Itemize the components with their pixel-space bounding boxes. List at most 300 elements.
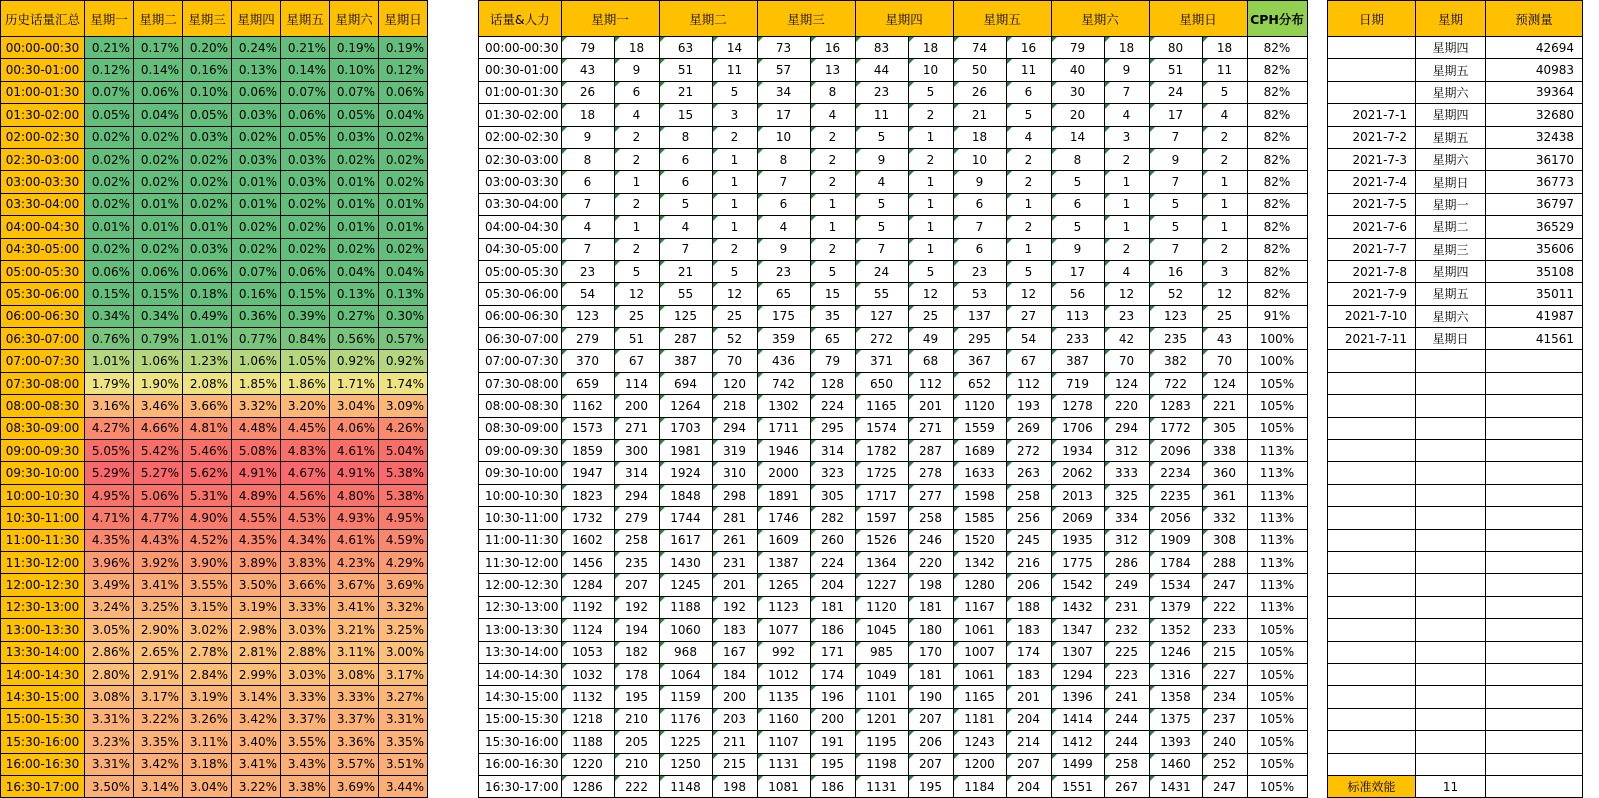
empty-cell[interactable] — [1328, 395, 1416, 417]
percent-cell[interactable]: 3.44% — [379, 775, 428, 797]
percent-cell[interactable]: 4.53% — [281, 507, 330, 529]
volume-cell[interactable]: 17 — [757, 104, 810, 126]
percent-cell[interactable]: 0.02% — [183, 148, 232, 170]
volume-cell[interactable]: 5 — [855, 193, 908, 215]
staff-cell[interactable]: 206 — [1006, 574, 1051, 596]
percent-cell[interactable]: 0.17% — [134, 37, 183, 59]
volume-cell[interactable]: 1891 — [757, 484, 810, 506]
percent-cell[interactable]: 4.06% — [330, 417, 379, 439]
percent-cell[interactable]: 0.02% — [379, 171, 428, 193]
volume-cell[interactable]: 2069 — [1051, 507, 1104, 529]
percent-cell[interactable]: 5.06% — [134, 484, 183, 506]
time-slot-cell[interactable]: 14:00-14:30 — [1, 663, 85, 685]
percent-cell[interactable]: 1.06% — [232, 350, 281, 372]
time-slot-cell[interactable]: 08:00-08:30 — [1, 395, 85, 417]
volume-cell[interactable]: 2234 — [1149, 462, 1202, 484]
percent-cell[interactable]: 0.03% — [183, 238, 232, 260]
percent-cell[interactable]: 0.13% — [232, 59, 281, 81]
staff-cell[interactable]: 188 — [1006, 596, 1051, 618]
percent-cell[interactable]: 4.27% — [85, 417, 134, 439]
percent-cell[interactable]: 4.83% — [281, 440, 330, 462]
percent-cell[interactable]: 0.19% — [330, 37, 379, 59]
staff-cell[interactable]: 1 — [614, 171, 659, 193]
volume-cell[interactable]: 1307 — [1051, 641, 1104, 663]
staff-cell[interactable]: 235 — [614, 551, 659, 573]
volume-cell[interactable]: 17 — [1149, 104, 1202, 126]
percent-cell[interactable]: 0.01% — [379, 216, 428, 238]
percent-cell[interactable]: 4.52% — [183, 529, 232, 551]
staff-cell[interactable]: 4 — [1104, 104, 1149, 126]
percent-cell[interactable]: 0.20% — [183, 37, 232, 59]
volume-cell[interactable]: 1947 — [561, 462, 614, 484]
time-slot-cell[interactable]: 10:00-10:30 — [1, 484, 85, 506]
volume-cell[interactable]: 5 — [1051, 171, 1104, 193]
time-slot-cell[interactable]: 05:30-06:00 — [479, 283, 562, 305]
volume-cell[interactable]: 7 — [659, 238, 712, 260]
staff-cell[interactable]: 294 — [712, 417, 757, 439]
percent-cell[interactable]: 3.51% — [379, 753, 428, 775]
empty-cell[interactable] — [1328, 372, 1416, 394]
percent-cell[interactable]: 0.77% — [232, 328, 281, 350]
percent-cell[interactable]: 0.16% — [183, 59, 232, 81]
staff-cell[interactable]: 70 — [712, 350, 757, 372]
time-slot-cell[interactable]: 07:30-08:00 — [479, 372, 562, 394]
percent-cell[interactable]: 0.06% — [183, 260, 232, 282]
weekday-cell[interactable]: 星期五 — [1416, 59, 1486, 81]
staff-cell[interactable]: 124 — [1104, 372, 1149, 394]
volume-cell[interactable]: 113 — [1051, 305, 1104, 327]
volume-cell[interactable]: 370 — [561, 350, 614, 372]
time-slot-cell[interactable]: 05:00-05:30 — [1, 260, 85, 282]
time-slot-cell[interactable]: 06:30-07:00 — [479, 328, 562, 350]
date-cell[interactable]: 2021-7-2 — [1328, 126, 1416, 148]
percent-cell[interactable]: 2.90% — [134, 619, 183, 641]
staff-cell[interactable]: 5 — [712, 81, 757, 103]
volume-cell[interactable]: 51 — [659, 59, 712, 81]
staff-cell[interactable]: 79 — [810, 350, 855, 372]
staff-cell[interactable]: 258 — [1006, 484, 1051, 506]
volume-cell[interactable]: 23 — [757, 260, 810, 282]
percent-cell[interactable]: 2.98% — [232, 619, 281, 641]
volume-cell[interactable]: 1284 — [561, 574, 614, 596]
cph-cell[interactable]: 82% — [1247, 283, 1307, 305]
percent-cell[interactable]: 3.50% — [232, 574, 281, 596]
time-slot-cell[interactable]: 01:00-01:30 — [479, 81, 562, 103]
time-slot-cell[interactable]: 05:30-06:00 — [1, 283, 85, 305]
staff-cell[interactable]: 288 — [1202, 551, 1247, 573]
percent-cell[interactable]: 0.01% — [134, 216, 183, 238]
percent-cell[interactable]: 0.24% — [232, 37, 281, 59]
percent-cell[interactable]: 3.08% — [330, 663, 379, 685]
volume-cell[interactable]: 6 — [659, 171, 712, 193]
empty-cell[interactable] — [1486, 574, 1583, 596]
percent-cell[interactable]: 0.02% — [85, 126, 134, 148]
staff-cell[interactable]: 174 — [810, 663, 855, 685]
staff-cell[interactable]: 114 — [614, 372, 659, 394]
time-slot-cell[interactable]: 04:00-04:30 — [1, 216, 85, 238]
staff-cell[interactable]: 2 — [614, 126, 659, 148]
volume-cell[interactable]: 4 — [855, 171, 908, 193]
volume-cell[interactable]: 1617 — [659, 529, 712, 551]
volume-cell[interactable]: 1375 — [1149, 708, 1202, 730]
staff-cell[interactable]: 360 — [1202, 462, 1247, 484]
percent-cell[interactable]: 2.08% — [183, 372, 232, 394]
staff-cell[interactable]: 12 — [1202, 283, 1247, 305]
volume-cell[interactable]: 295 — [953, 328, 1006, 350]
volume-cell[interactable]: 1225 — [659, 731, 712, 753]
staff-cell[interactable]: 124 — [1202, 372, 1247, 394]
staff-cell[interactable]: 222 — [614, 775, 659, 797]
cph-cell[interactable]: 113% — [1247, 551, 1307, 573]
volume-cell[interactable]: 1265 — [757, 574, 810, 596]
percent-cell[interactable]: 0.05% — [183, 104, 232, 126]
volume-cell[interactable]: 387 — [1051, 350, 1104, 372]
empty-cell[interactable] — [1416, 574, 1486, 596]
percent-cell[interactable]: 4.95% — [85, 484, 134, 506]
percent-cell[interactable]: 3.33% — [330, 686, 379, 708]
staff-cell[interactable]: 1 — [1104, 193, 1149, 215]
volume-cell[interactable]: 7 — [953, 216, 1006, 238]
volume-cell[interactable]: 7 — [757, 171, 810, 193]
empty-cell[interactable] — [1416, 663, 1486, 685]
staff-cell[interactable]: 25 — [614, 305, 659, 327]
percent-cell[interactable]: 3.19% — [183, 686, 232, 708]
percent-cell[interactable]: 0.01% — [134, 193, 183, 215]
empty-cell[interactable] — [1486, 350, 1583, 372]
staff-cell[interactable]: 181 — [810, 596, 855, 618]
volume-cell[interactable]: 1412 — [1051, 731, 1104, 753]
volume-cell[interactable]: 26 — [561, 81, 614, 103]
staff-cell[interactable]: 1 — [712, 171, 757, 193]
volume-cell[interactable]: 74 — [953, 37, 1006, 59]
percent-cell[interactable]: 3.00% — [379, 641, 428, 663]
percent-cell[interactable]: 0.06% — [232, 81, 281, 103]
cph-cell[interactable]: 105% — [1247, 619, 1307, 641]
volume-cell[interactable]: 1195 — [855, 731, 908, 753]
percent-cell[interactable]: 1.79% — [85, 372, 134, 394]
volume-cell[interactable]: 9 — [561, 126, 614, 148]
empty-cell[interactable] — [1486, 507, 1583, 529]
percent-cell[interactable]: 0.21% — [281, 37, 330, 59]
percent-cell[interactable]: 3.21% — [330, 619, 379, 641]
percent-cell[interactable]: 4.43% — [134, 529, 183, 551]
percent-cell[interactable]: 0.04% — [134, 104, 183, 126]
staff-cell[interactable]: 220 — [908, 551, 953, 573]
percent-cell[interactable]: 5.27% — [134, 462, 183, 484]
volume-cell[interactable]: 382 — [1149, 350, 1202, 372]
staff-cell[interactable]: 2 — [1104, 148, 1149, 170]
percent-cell[interactable]: 3.17% — [134, 686, 183, 708]
date-cell[interactable]: 2021-7-10 — [1328, 305, 1416, 327]
staff-cell[interactable]: 128 — [810, 372, 855, 394]
staff-cell[interactable]: 216 — [1006, 551, 1051, 573]
staff-cell[interactable]: 2 — [810, 238, 855, 260]
percent-cell[interactable]: 3.50% — [85, 775, 134, 797]
staff-cell[interactable]: 6 — [614, 81, 659, 103]
percent-cell[interactable]: 0.05% — [85, 104, 134, 126]
percent-cell[interactable]: 1.01% — [183, 328, 232, 350]
staff-cell[interactable]: 333 — [1104, 462, 1149, 484]
percent-cell[interactable]: 0.84% — [281, 328, 330, 350]
empty-cell[interactable] — [1416, 731, 1486, 753]
percent-cell[interactable]: 0.13% — [379, 283, 428, 305]
staff-cell[interactable]: 207 — [614, 574, 659, 596]
volume-cell[interactable]: 30 — [1051, 81, 1104, 103]
time-slot-cell[interactable]: 16:30-17:00 — [1, 775, 85, 797]
empty-cell[interactable] — [1416, 753, 1486, 775]
staff-cell[interactable]: 204 — [810, 574, 855, 596]
empty-cell[interactable] — [1486, 462, 1583, 484]
efficiency-value[interactable]: 11 — [1416, 775, 1486, 797]
staff-cell[interactable]: 43 — [1202, 328, 1247, 350]
cph-cell[interactable]: 105% — [1247, 372, 1307, 394]
volume-cell[interactable]: 1782 — [855, 440, 908, 462]
percent-cell[interactable]: 3.57% — [330, 753, 379, 775]
staff-cell[interactable]: 2 — [712, 238, 757, 260]
percent-cell[interactable]: 3.55% — [183, 574, 232, 596]
staff-cell[interactable]: 325 — [1104, 484, 1149, 506]
percent-cell[interactable]: 5.62% — [183, 462, 232, 484]
percent-cell[interactable]: 3.66% — [281, 574, 330, 596]
volume-cell[interactable]: 1574 — [855, 417, 908, 439]
staff-cell[interactable]: 1 — [908, 216, 953, 238]
staff-cell[interactable]: 12 — [1006, 283, 1051, 305]
time-slot-cell[interactable]: 10:30-11:00 — [479, 507, 562, 529]
volume-cell[interactable]: 719 — [1051, 372, 1104, 394]
percent-cell[interactable]: 0.02% — [232, 126, 281, 148]
volume-cell[interactable]: 1220 — [561, 753, 614, 775]
percent-cell[interactable]: 0.01% — [330, 171, 379, 193]
percent-cell[interactable]: 1.01% — [85, 350, 134, 372]
date-cell[interactable]: 2021-7-11 — [1328, 328, 1416, 350]
staff-cell[interactable]: 256 — [1006, 507, 1051, 529]
staff-cell[interactable]: 234 — [1202, 686, 1247, 708]
staff-cell[interactable]: 201 — [908, 395, 953, 417]
percent-cell[interactable]: 5.42% — [134, 440, 183, 462]
time-slot-cell[interactable]: 04:30-05:00 — [1, 238, 85, 260]
volume-cell[interactable]: 1430 — [659, 551, 712, 573]
staff-cell[interactable]: 200 — [712, 686, 757, 708]
empty-cell[interactable] — [1328, 574, 1416, 596]
volume-cell[interactable]: 1775 — [1051, 551, 1104, 573]
empty-cell[interactable] — [1416, 372, 1486, 394]
staff-cell[interactable]: 2 — [1006, 171, 1051, 193]
volume-cell[interactable]: 127 — [855, 305, 908, 327]
weekday-cell[interactable]: 星期四 — [1416, 260, 1486, 282]
volume-cell[interactable]: 1598 — [953, 484, 1006, 506]
staff-cell[interactable]: 314 — [810, 440, 855, 462]
percent-cell[interactable]: 0.01% — [330, 193, 379, 215]
percent-cell[interactable]: 0.04% — [330, 260, 379, 282]
cph-cell[interactable]: 105% — [1247, 663, 1307, 685]
volume-cell[interactable]: 11 — [855, 104, 908, 126]
weekday-cell[interactable]: 星期四 — [1416, 104, 1486, 126]
percent-cell[interactable]: 3.11% — [183, 731, 232, 753]
empty-cell[interactable] — [1328, 753, 1416, 775]
volume-cell[interactable]: 1431 — [1149, 775, 1202, 797]
percent-cell[interactable]: 5.04% — [379, 440, 428, 462]
empty-cell[interactable] — [1328, 619, 1416, 641]
percent-cell[interactable]: 3.09% — [379, 395, 428, 417]
date-cell[interactable]: 2021-7-6 — [1328, 216, 1416, 238]
volume-cell[interactable]: 1924 — [659, 462, 712, 484]
volume-cell[interactable]: 123 — [1149, 305, 1202, 327]
staff-cell[interactable]: 214 — [1006, 731, 1051, 753]
volume-cell[interactable]: 21 — [953, 104, 1006, 126]
volume-cell[interactable]: 1049 — [855, 663, 908, 685]
volume-cell[interactable]: 1188 — [659, 596, 712, 618]
volume-cell[interactable]: 34 — [757, 81, 810, 103]
volume-cell[interactable]: 4 — [659, 216, 712, 238]
volume-cell[interactable]: 659 — [561, 372, 614, 394]
percent-cell[interactable]: 3.23% — [85, 731, 134, 753]
volume-cell[interactable]: 2235 — [1149, 484, 1202, 506]
time-slot-cell[interactable]: 11:30-12:00 — [1, 551, 85, 573]
percent-cell[interactable]: 0.01% — [85, 216, 134, 238]
staff-cell[interactable]: 267 — [1104, 775, 1149, 797]
staff-cell[interactable]: 227 — [1202, 663, 1247, 685]
time-slot-cell[interactable]: 15:30-16:00 — [479, 731, 562, 753]
volume-cell[interactable]: 24 — [1149, 81, 1202, 103]
volume-cell[interactable]: 1294 — [1051, 663, 1104, 685]
staff-cell[interactable]: 203 — [712, 708, 757, 730]
volume-cell[interactable]: 9 — [953, 171, 1006, 193]
percent-cell[interactable]: 0.10% — [183, 81, 232, 103]
staff-cell[interactable]: 52 — [712, 328, 757, 350]
percent-cell[interactable]: 0.02% — [85, 171, 134, 193]
percent-cell[interactable]: 3.20% — [281, 395, 330, 417]
volume-cell[interactable]: 1717 — [855, 484, 908, 506]
volume-cell[interactable]: 1184 — [953, 775, 1006, 797]
percent-cell[interactable]: 0.19% — [379, 37, 428, 59]
volume-cell[interactable]: 1585 — [953, 507, 1006, 529]
volume-cell[interactable]: 55 — [855, 283, 908, 305]
percent-cell[interactable]: 0.36% — [232, 305, 281, 327]
time-slot-cell[interactable]: 01:00-01:30 — [1, 81, 85, 103]
percent-cell[interactable]: 0.02% — [134, 171, 183, 193]
percent-cell[interactable]: 0.06% — [134, 260, 183, 282]
date-cell[interactable]: 2021-7-7 — [1328, 238, 1416, 260]
forecast-volume-cell[interactable]: 39364 — [1486, 81, 1583, 103]
percent-cell[interactable]: 4.93% — [330, 507, 379, 529]
staff-cell[interactable]: 13 — [810, 59, 855, 81]
cph-cell[interactable]: 82% — [1247, 59, 1307, 81]
staff-cell[interactable]: 2 — [1006, 148, 1051, 170]
volume-cell[interactable]: 9 — [855, 148, 908, 170]
percent-cell[interactable]: 0.01% — [232, 171, 281, 193]
volume-cell[interactable]: 1077 — [757, 619, 810, 641]
volume-cell[interactable]: 9 — [1149, 148, 1202, 170]
percent-cell[interactable]: 4.67% — [281, 462, 330, 484]
empty-cell[interactable] — [1486, 663, 1583, 685]
staff-cell[interactable]: 295 — [810, 417, 855, 439]
percent-cell[interactable]: 3.31% — [379, 708, 428, 730]
volume-cell[interactable]: 7 — [1149, 126, 1202, 148]
volume-cell[interactable]: 9 — [757, 238, 810, 260]
volume-cell[interactable]: 7 — [561, 193, 614, 215]
percent-cell[interactable]: 0.03% — [232, 104, 281, 126]
percent-cell[interactable]: 5.38% — [379, 484, 428, 506]
volume-cell[interactable]: 1358 — [1149, 686, 1202, 708]
percent-cell[interactable]: 0.16% — [232, 283, 281, 305]
empty-cell[interactable] — [1416, 529, 1486, 551]
volume-cell[interactable]: 1192 — [561, 596, 614, 618]
percent-cell[interactable]: 3.69% — [379, 574, 428, 596]
percent-cell[interactable]: 0.07% — [85, 81, 134, 103]
empty-cell[interactable] — [1486, 440, 1583, 462]
volume-cell[interactable]: 1848 — [659, 484, 712, 506]
staff-cell[interactable]: 10 — [908, 59, 953, 81]
volume-cell[interactable]: 17 — [1051, 260, 1104, 282]
percent-cell[interactable]: 3.42% — [134, 753, 183, 775]
volume-cell[interactable]: 23 — [561, 260, 614, 282]
percent-cell[interactable]: 0.15% — [85, 283, 134, 305]
time-slot-cell[interactable]: 04:30-05:00 — [479, 238, 562, 260]
volume-cell[interactable]: 79 — [1051, 37, 1104, 59]
volume-cell[interactable]: 1633 — [953, 462, 1006, 484]
percent-cell[interactable]: 5.46% — [183, 440, 232, 462]
percent-cell[interactable]: 4.91% — [232, 462, 281, 484]
volume-cell[interactable]: 5 — [659, 193, 712, 215]
percent-cell[interactable]: 4.71% — [85, 507, 134, 529]
staff-cell[interactable]: 305 — [810, 484, 855, 506]
staff-cell[interactable]: 54 — [1006, 328, 1051, 350]
time-slot-cell[interactable]: 03:30-04:00 — [1, 193, 85, 215]
percent-cell[interactable]: 2.99% — [232, 663, 281, 685]
staff-cell[interactable]: 1 — [712, 216, 757, 238]
staff-cell[interactable]: 181 — [908, 663, 953, 685]
staff-cell[interactable]: 220 — [1104, 395, 1149, 417]
staff-cell[interactable]: 25 — [712, 305, 757, 327]
weekday-cell[interactable]: 星期一 — [1416, 193, 1486, 215]
forecast-volume-cell[interactable]: 32438 — [1486, 126, 1583, 148]
time-slot-cell[interactable]: 13:00-13:30 — [479, 619, 562, 641]
percent-cell[interactable]: 3.43% — [281, 753, 330, 775]
weekday-cell[interactable]: 星期五 — [1416, 283, 1486, 305]
staff-cell[interactable]: 258 — [614, 529, 659, 551]
volume-cell[interactable]: 23 — [855, 81, 908, 103]
volume-cell[interactable]: 53 — [953, 283, 1006, 305]
empty-cell[interactable] — [1486, 395, 1583, 417]
percent-cell[interactable]: 2.84% — [183, 663, 232, 685]
volume-cell[interactable]: 2062 — [1051, 462, 1104, 484]
staff-cell[interactable]: 4 — [1104, 260, 1149, 282]
time-slot-cell[interactable]: 09:00-09:30 — [479, 440, 562, 462]
empty-cell[interactable] — [1328, 440, 1416, 462]
percent-cell[interactable]: 0.15% — [134, 283, 183, 305]
staff-cell[interactable]: 272 — [1006, 440, 1051, 462]
percent-cell[interactable]: 3.42% — [232, 708, 281, 730]
volume-cell[interactable]: 137 — [953, 305, 1006, 327]
weekday-cell[interactable]: 星期二 — [1416, 216, 1486, 238]
percent-cell[interactable]: 3.89% — [232, 551, 281, 573]
staff-cell[interactable]: 67 — [1006, 350, 1051, 372]
staff-cell[interactable]: 65 — [810, 328, 855, 350]
percent-cell[interactable]: 1.06% — [134, 350, 183, 372]
volume-cell[interactable]: 985 — [855, 641, 908, 663]
percent-cell[interactable]: 0.13% — [330, 283, 379, 305]
staff-cell[interactable]: 210 — [614, 708, 659, 730]
volume-cell[interactable]: 21 — [659, 81, 712, 103]
time-slot-cell[interactable]: 00:00-00:30 — [479, 37, 562, 59]
staff-cell[interactable]: 182 — [614, 641, 659, 663]
volume-cell[interactable]: 1181 — [953, 708, 1006, 730]
staff-cell[interactable]: 210 — [614, 753, 659, 775]
staff-cell[interactable]: 237 — [1202, 708, 1247, 730]
staff-cell[interactable]: 67 — [614, 350, 659, 372]
staff-cell[interactable]: 16 — [1006, 37, 1051, 59]
volume-cell[interactable]: 1460 — [1149, 753, 1202, 775]
